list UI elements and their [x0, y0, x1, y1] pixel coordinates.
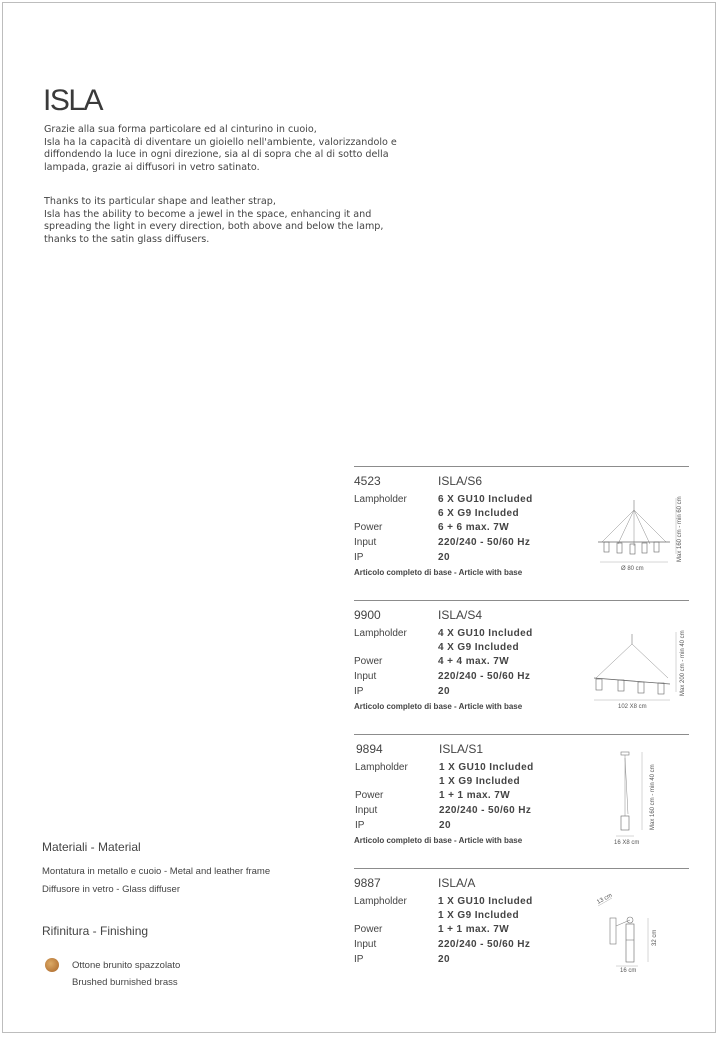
input-value: 220/240 - 50/60 Hz: [438, 671, 531, 682]
power-value: 1 + 1 max. 7W: [438, 924, 510, 935]
material-line: Montatura in metallo e cuoio - Metal and leather frame: [42, 866, 271, 877]
isla-s6-drawing: [594, 496, 684, 576]
base-note: Articolo completo di base - Article with base: [354, 836, 523, 845]
finish-line: Ottone brunito spazzolato: [72, 960, 181, 971]
ip-label: IP: [354, 686, 364, 697]
product-code: 9887: [354, 876, 381, 890]
input-label: Input: [354, 939, 377, 950]
description-line: Isla ha la capacità di diventare un gioiello nell'ambiente, valorizzandolo e: [44, 136, 397, 148]
ip-value: 20: [438, 552, 450, 563]
lampholder-label: Lampholder: [354, 494, 407, 505]
power-label: Power: [355, 790, 384, 801]
product-code: 4523: [354, 474, 381, 488]
product-isla-a: [350, 868, 689, 978]
product-model: ISLA/S6: [438, 474, 483, 488]
description-english: [44, 196, 384, 246]
height-dimension: 32 cm: [652, 929, 658, 946]
width-dimension: 102 X8 cm: [618, 704, 647, 710]
product-model: ISLA/A: [438, 876, 476, 890]
materials-heading: Materiali - Material: [42, 840, 141, 854]
ip-label: IP: [354, 552, 364, 563]
isla-s4-drawing: [590, 628, 688, 714]
base-note: Articolo completo di base - Article with base: [354, 702, 523, 711]
power-label: Power: [354, 656, 383, 667]
description-line: Grazie alla sua forma particolare ed al cinturino in cuoio,: [44, 124, 317, 135]
lampholder-label: Lampholder: [355, 762, 408, 773]
input-value: 220/240 - 50/60 Hz: [438, 939, 531, 950]
description-line: Isla has the ability to become a jewel in the space, enhancing it and: [44, 208, 372, 220]
input-value: 220/240 - 50/60 Hz: [438, 537, 531, 548]
height-dimension: Max 200 cm - min 40 cm: [680, 630, 686, 696]
base-note: Articolo completo di base - Article with base: [354, 568, 523, 577]
product-isla-s1: [350, 734, 689, 854]
divider: [354, 868, 689, 869]
lampholder-value: 1 X GU10 Included: [439, 762, 534, 773]
input-value: 220/240 - 50/60 Hz: [439, 805, 532, 816]
lampholder-value: 4 X GU10 Included: [438, 628, 533, 639]
product-model: ISLA/S1: [439, 742, 484, 756]
power-value: 4 + 4 max. 7W: [438, 656, 510, 667]
finish-line: Brushed burnished brass: [72, 977, 178, 988]
ip-label: IP: [355, 820, 365, 831]
finish-swatch: [45, 958, 59, 972]
input-label: Input: [354, 537, 377, 548]
lampholder-value: 1 X G9 Included: [438, 910, 520, 921]
description-line: Thanks to its particular shape and leather strap,: [44, 196, 276, 207]
power-value: 6 + 6 max. 7W: [438, 522, 510, 533]
divider: [354, 466, 689, 467]
height-dimension: Max 160 cm - min 40 cm: [650, 764, 656, 830]
power-label: Power: [354, 522, 383, 533]
height-dimension: Max 160 cm - min 60 cm: [677, 496, 683, 562]
lampholder-label: Lampholder: [354, 896, 407, 907]
divider: [354, 734, 689, 735]
divider: [354, 600, 689, 601]
isla-a-drawing: [590, 888, 666, 974]
lampholder-value: 1 X GU10 Included: [438, 896, 533, 907]
description-line: thanks to the satin glass diffusers.: [44, 233, 210, 245]
lampholder-value: 4 X G9 Included: [438, 642, 520, 653]
description-line: spreading the light in every direction, both above and below the lamp,: [44, 221, 384, 233]
product-isla-s4: [350, 600, 689, 720]
power-value: 1 + 1 max. 7W: [439, 790, 511, 801]
material-line: Diffusore in vetro - Glass diffuser: [42, 884, 180, 895]
isla-s1-drawing: [612, 748, 668, 848]
width-dimension: 16 X8 cm: [614, 840, 640, 846]
ip-label: IP: [354, 954, 364, 965]
description-line: diffondendo la luce in ogni direzione, sia al di sopra che al di sotto della: [44, 149, 389, 161]
product-isla-s6: [350, 466, 689, 586]
page-title: ISLA: [43, 84, 103, 117]
input-label: Input: [354, 671, 377, 682]
ip-value: 20: [438, 686, 450, 697]
lampholder-value: 1 X G9 Included: [439, 776, 521, 787]
ip-value: 20: [438, 954, 450, 965]
description-line: lampada, grazie ai diffusori in vetro satinato.: [44, 161, 260, 173]
depth-dimension: 13 cm: [596, 892, 614, 906]
input-label: Input: [355, 805, 378, 816]
product-code: 9900: [354, 608, 381, 622]
lampholder-label: Lampholder: [354, 628, 407, 639]
product-code: 9894: [356, 742, 383, 756]
width-dimension: 16 cm: [620, 968, 637, 974]
finishing-heading: Rifinitura - Finishing: [42, 924, 149, 938]
ip-value: 20: [439, 820, 451, 831]
power-label: Power: [354, 924, 383, 935]
product-model: ISLA/S4: [438, 608, 483, 622]
lampholder-value: 6 X G9 Included: [438, 508, 520, 519]
lampholder-value: 6 X GU10 Included: [438, 494, 533, 505]
width-dimension: Ø 80 cm: [621, 566, 644, 572]
description-italian: [44, 124, 397, 174]
